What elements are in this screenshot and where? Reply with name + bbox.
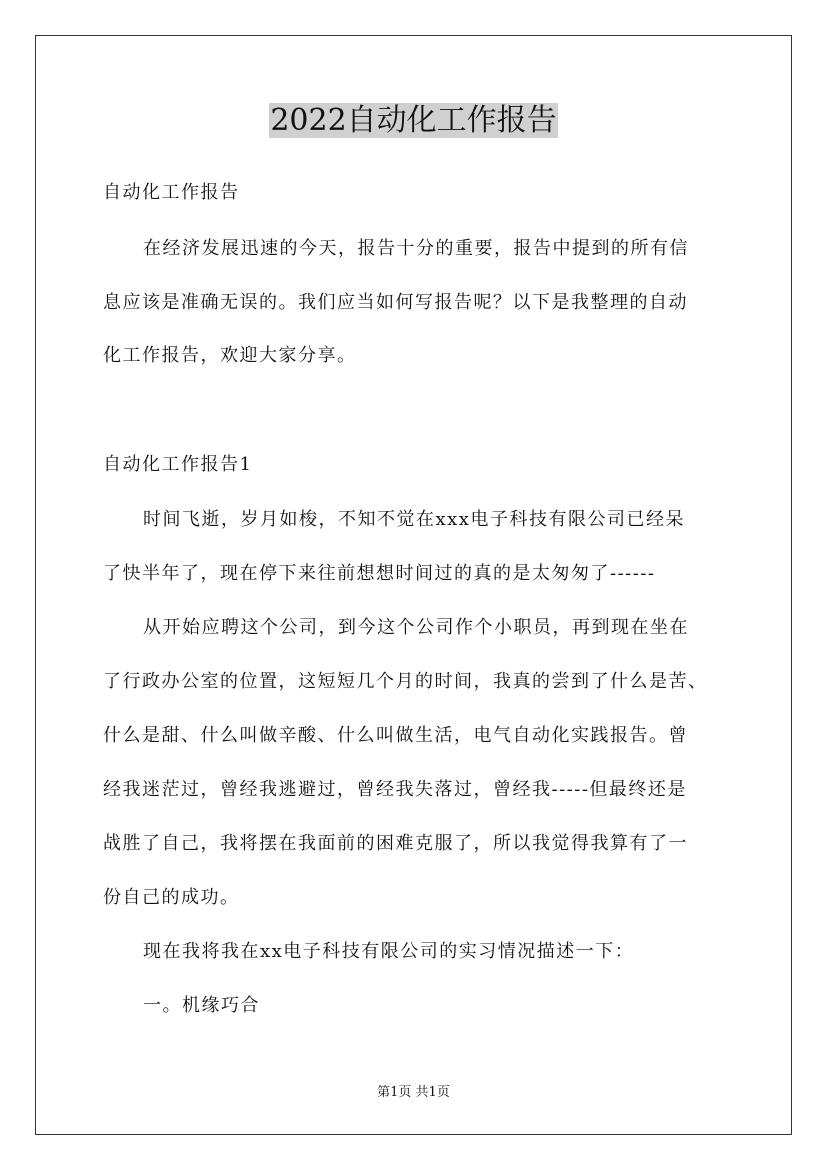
paragraph-line: 化工作报告，欢迎大家分享。 [103, 345, 357, 366]
paragraph-line: 现在我将我在xx电子科技有限公司的实习情况描述一下： [143, 941, 635, 962]
section-heading: 自动化工作报告 [103, 182, 240, 203]
paragraph-line: 从开始应聘这个公司，到今这个公司作个小职员，再到现在坐在 [143, 617, 689, 638]
paragraph-line: 了行政办公室的位置，这短短几个月的时间，我真的尝到了什么是苦、 [103, 671, 708, 692]
paragraph-line: 份自己的成功。 [103, 887, 240, 908]
paragraph-line: 什么是甜、什么叫做辛酸、什么叫做生活，电气自动化实践报告。曾 [103, 725, 688, 746]
paragraph-line: 息应该是准确无误的。我们应当如何写报告呢？以下是我整理的自动 [103, 292, 688, 313]
document-title [0, 100, 827, 142]
section-heading: 自动化工作报告1 [103, 454, 253, 475]
document-title-text: 2022自动化工作报告 [270, 103, 557, 138]
paragraph-line: 经我迷茫过，曾经我逃避过，曾经我失落过，曾经我-----但最终还是 [103, 779, 687, 800]
page-number: 第1页 共1页 [377, 1085, 450, 1100]
paragraph-line: 时间飞逝，岁月如梭，不知不觉在xxx电子科技有限公司已经呆 [143, 509, 685, 530]
paragraph-line: 战胜了自己，我将摆在我面前的困难克服了，所以我觉得我算有了一 [103, 833, 688, 854]
list-item: 一。机缘巧合 [143, 995, 260, 1016]
paragraph-line: 在经济发展迅速的今天，报告十分的重要，报告中提到的所有信 [143, 238, 689, 259]
paragraph-line: 了快半年了，现在停下来往前想想时间过的真的是太匆匆了------ [103, 563, 656, 584]
